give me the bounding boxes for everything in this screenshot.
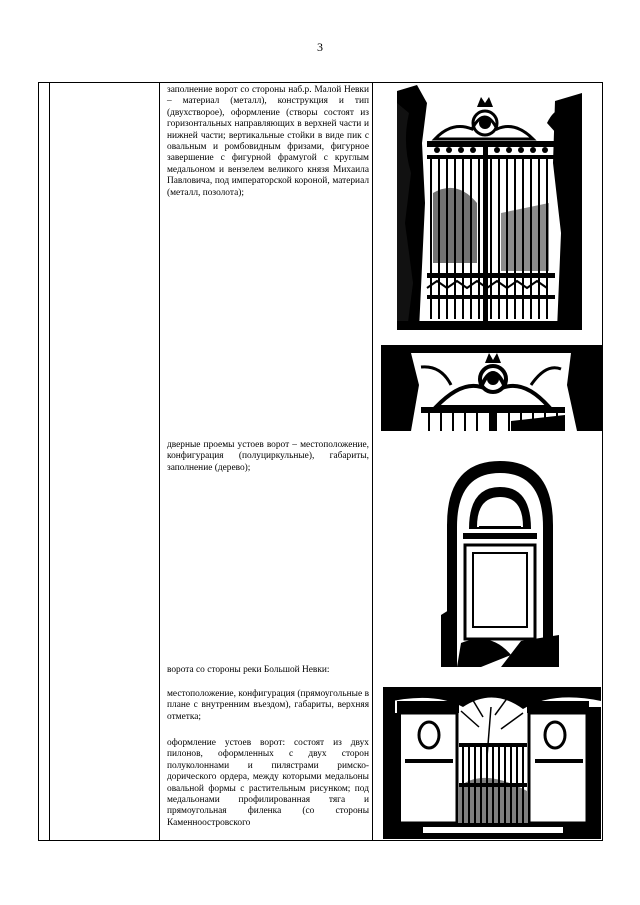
- section-text: оформление устоев ворот: состоят из двух пилонов, оформленных с двух сторон полуколоннами и пилястрами римско-дорического ордера, между которыми медальоны овальной формы с растительным рисунком; под медальонами профилированная тяга и прямоугольная филенка (со стороны Каменноостровского: [167, 738, 369, 828]
- section-text: местоположение, конфигурация (прямоугольные в плане с внутренним въездом), габариты, верхняя отметка;: [167, 689, 369, 722]
- photo-gate-cresting: [381, 345, 603, 431]
- section-text: ворота со стороны реки Большой Невки:: [167, 665, 330, 675]
- text-gate-malaya-nevka: [167, 85, 369, 199]
- column-divider-1: [49, 83, 50, 840]
- section-text: дверные проемы устоев ворот – местоположение, конфигурация (полуциркульные), габариты, заполнение (дерево);: [167, 440, 369, 473]
- section-text: заполнение ворот со стороны наб.р. Малой Невки – материал (металл), конструкция и тип (двухстворое), оформление (створы состоят из горизонтальных направляющих в верхней части и нижней части; вертикальные стойки в виде пик с овальным и ромбовидным фризами, фигурное завершение с фигурной фрамугой с круглым медальоном и вензелем великого князя Михаила Павловича, под императорской короной, материал (металл, позолота);: [167, 85, 369, 198]
- photo-arched-door: [441, 455, 559, 667]
- text-door-openings: [167, 440, 369, 474]
- text-gate-piers: [167, 738, 369, 829]
- text-gate-location: [167, 689, 369, 723]
- photo-gate-piers: [383, 687, 601, 839]
- column-divider-3: [372, 83, 373, 840]
- column-divider-2: [159, 83, 160, 840]
- photo-iron-gate: [397, 83, 582, 330]
- attributes-table: [38, 82, 603, 841]
- text-gate-bolshaya-nevka: [167, 665, 369, 676]
- page-number: 3: [317, 40, 323, 54]
